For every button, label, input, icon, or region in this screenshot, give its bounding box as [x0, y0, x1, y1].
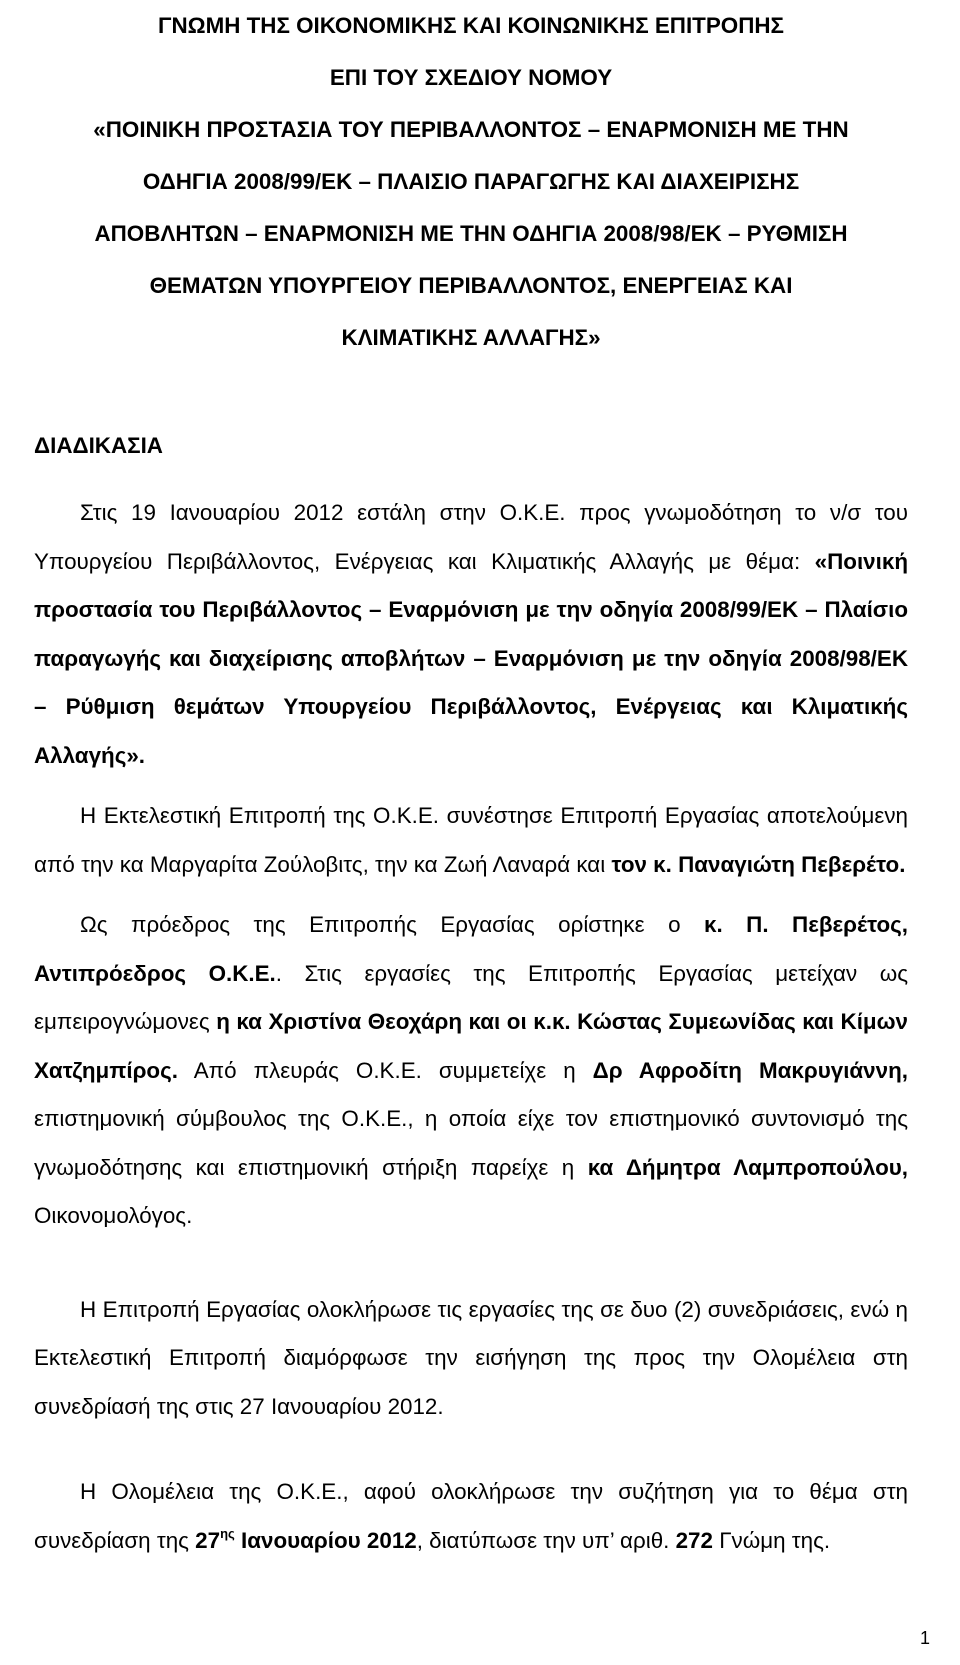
- chair-name: κ. Π. Πεβερέτος, Αντιπρόεδρος Ο.Κ.Ε.: [34, 912, 908, 986]
- paragraph-text: , διατύπωσε την υπ’ αριθ.: [416, 1527, 676, 1553]
- session-day: 27: [195, 1527, 221, 1553]
- title-line: «ΠΟΙΝΙΚΗ ΠΡΟΣΤΑΣΙΑ ΤΟΥ ΠΕΡΙΒΑΛΛΟΝΤΟΣ – ΕΝΑΡΜΟΝΙΣΗ ΜΕ ΤΗΝ: [93, 117, 849, 142]
- title-line: ΕΠΙ ΤΟΥ ΣΧΕΔΙΟΥ ΝΟΜΟΥ: [329, 65, 613, 90]
- experts-names: η κα Χριστίνα Θεοχάρη και οι κ.κ. Κώστας Συμεωνίδας και Κίμων Χατζημπίρος.: [34, 1009, 908, 1083]
- advisor-name: Δρ Αφροδίτη Μακρυγιάννη,: [592, 1057, 908, 1083]
- document-body: [34, 489, 908, 1565]
- paragraph-committee: [34, 792, 908, 889]
- paragraph-text: Στις 19 Ιανουαρίου 2012 εστάλη στην Ο.Κ.Ε. προς γνωμοδότηση το ν/σ του Υπουργείου Περιβάλλοντος, Ενέργειας και Κλιματικής Αλλαγής με θέμα:: [34, 500, 908, 574]
- paragraph-text: Οικονομολόγος.: [34, 1203, 193, 1228]
- opinion-number: 272: [675, 1527, 713, 1553]
- session-date: Ιανουαρίου 2012: [234, 1527, 417, 1553]
- section-heading: ΔΙΑΔΙΚΑΣΙΑ: [34, 433, 163, 458]
- paragraph-text: Ως πρόεδρος της Επιτροπής Εργασίας ορίστηκε ο: [80, 912, 704, 937]
- paragraph-text: Από πλευράς Ο.Κ.Ε. συμμετείχε η: [177, 1057, 593, 1083]
- paragraph-text: Γνώμη της.: [712, 1527, 831, 1553]
- paragraph-text: Η Επιτροπή Εργασίας ολοκλήρωσε τις εργασίες της σε δυο (2) συνεδριάσεις, ενώ η Εκτελεστική Επιτροπή διαμόρφωσε την εισήγηση της προς την Ολομέλεια στη συνεδρίασή της στις 27 Ιανουαρίου 2012.: [34, 1296, 908, 1419]
- page-number: 1: [919, 1628, 930, 1648]
- title-line: ΑΠΟΒΛΗΤΩΝ – ΕΝΑΡΜΟΝΙΣΗ ΜΕ ΤΗΝ ΟΔΗΓΙΑ 2008/98/ΕΚ – ΡΥΘΜΙΣΗ: [94, 221, 848, 246]
- paragraph-plenary: [34, 1468, 908, 1565]
- title-line: ΓΝΩΜΗ ΤΗΣ ΟΙΚΟΝΟΜΙΚΗΣ ΚΑΙ ΚΟΙΝΩΝΙΚΗΣ ΕΠΙΤΡΟΠΗΣ: [158, 13, 784, 38]
- member-name: τον κ. Παναγιώτη Πεβερέτο.: [611, 851, 906, 877]
- title-line: ΟΔΗΓΙΑ 2008/99/ΕΚ – ΠΛΑΙΣΙΟ ΠΑΡΑΓΩΓΗΣ ΚΑΙ ΔΙΑΧΕΙΡΙΣΗΣ: [142, 169, 800, 194]
- paragraph-sessions: [34, 1286, 908, 1432]
- paragraph-text: Η Εκτελεστική Επιτροπή της Ο.Κ.Ε. συνέστησε Επιτροπή Εργασίας αποτελούμενη από την κα Μαργαρίτα Ζούλοβιτς, την κα Ζωή Λαναρά και: [34, 803, 908, 877]
- bill-title: «Ποινική προστασία του Περιβάλλοντος – Εναρμόνιση με την οδηγία 2008/99/ΕΚ – Πλαίσιο παραγωγής και διαχείρισης αποβλήτων – Εναρμόνιση με την οδηγία 2008/98/ΕΚ – Ρύθμιση θεμάτων Υπουργείου Περιβάλλοντος, Ενέργειας και Κλιματικής Αλλαγής».: [34, 548, 908, 768]
- paragraph-text: . Στις εργασίες της Επιτροπής Εργασίας μετείχαν ως εμπειρογνώμονες: [34, 960, 908, 1034]
- economist-name: κα Δήμητρα Λαμπροπούλου,: [587, 1154, 908, 1180]
- paragraph-procedure: [34, 489, 908, 780]
- title-line: ΚΛΙΜΑΤΙΚΗΣ ΑΛΛΑΓΗΣ»: [341, 325, 601, 350]
- ordinal-suffix: ης: [220, 1525, 235, 1541]
- paragraph-text: επιστημονική σύμβουλος της Ο.Κ.Ε., η οποία είχε τον επιστημονικό συντονισμό της γνωμοδότησης και επιστημονική στήριξη παρείχε η: [34, 1106, 908, 1180]
- document-title: [34, 0, 908, 364]
- paragraph-text: Η Ολομέλεια της Ο.Κ.Ε., αφού ολοκλήρωσε την συζήτηση για το θέμα στη συνεδρίαση της: [34, 1479, 908, 1553]
- title-line: ΘΕΜΑΤΩΝ ΥΠΟΥΡΓΕΙΟΥ ΠΕΡΙΒΑΛΛΟΝΤΟΣ, ΕΝΕΡΓΕΙΑΣ ΚΑΙ: [149, 273, 793, 298]
- paragraph-chair: [34, 901, 908, 1241]
